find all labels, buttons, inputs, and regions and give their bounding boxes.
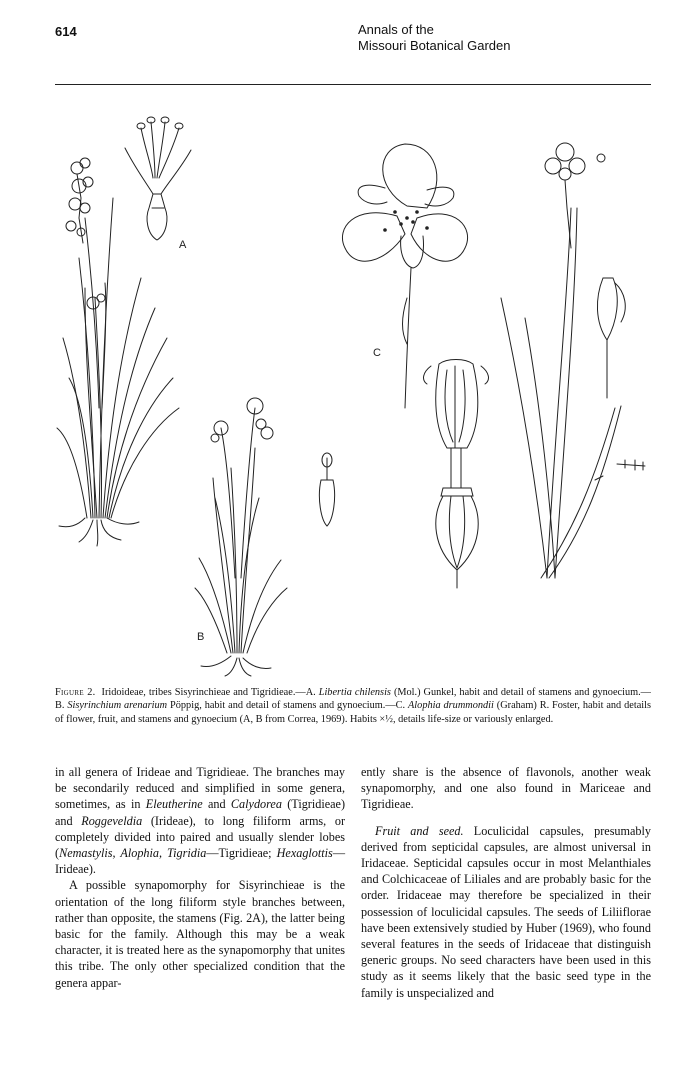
- genus-name: Eleutherine: [145, 797, 203, 812]
- left-paragraph-1: [55, 764, 345, 877]
- text-run: in all genera of Irideae and Tigridieae. The branches may be secondarily reduced and simplified in some genera, sometimes, as in: [55, 765, 345, 812]
- text-run: (Irideae), to long filiform arms, or completely divided into paired and usually slender lobes (: [55, 813, 346, 861]
- right-text-column: [361, 764, 651, 1001]
- alophia-fruit-detail: [436, 488, 478, 588]
- panel-label-c: C: [373, 347, 381, 359]
- panel-label-a: A: [179, 239, 187, 251]
- alophia-flower-drawing: [342, 144, 467, 408]
- right-paragraph-1: ently share is the absence of flavonols, another weak synapomorphy, and one also found in Mariceae and Tigridieae.: [361, 765, 651, 812]
- caption-text-3: Pöppig, habit and detail of stamens and gynoecium.—C.: [170, 700, 406, 712]
- text-run: —Tigridieae;: [206, 846, 272, 861]
- text-run: Loculicidal capsules, presumably derived from septicidal capsules, are almost universal in Iridaceae. Septicidal capsules occur in most Melanthiales and Colchicaceae of Liliales and are probably basic for the order. Iridaceae may therefore be specialized in their possession of loculicidal capsules. The seeds of Liliiflorae have been extensively studied by Huber (1969), who found several features in the seeds of Iridaceae that distinguish generic groups. No seed characters have been used in this study as it seems likely that the basic seed type in the family is unspecialized and: [361, 823, 651, 1000]
- right-paragraph-2: [361, 823, 651, 1001]
- left-paragraph-2: A possible synapomorphy for Sisyrinchieae is the orientation of the long filiform style branches between, rather than opposite, the stamens (Fig. 2A), the latter being basic for the family. Although this may be a weak character, it is treated here as the synapomorphy that unites this tribe. The only other specialized condition that the genera appar-: [55, 878, 345, 990]
- botanical-illustration: [55, 108, 651, 678]
- genus-name: Roggeveldia: [81, 813, 143, 828]
- genus-name: Calydorea: [230, 797, 282, 812]
- section-heading-fruit-and-seed: Fruit and seed.: [375, 823, 464, 838]
- header-rule: [55, 84, 651, 85]
- panel-label-b: B: [197, 631, 205, 643]
- text-run: and: [207, 797, 226, 812]
- genus-name: Nemastylis, Alophia, Tigridia: [59, 846, 207, 861]
- genus-name: Hexaglottis: [276, 846, 333, 861]
- alophia-stamen-detail: [424, 360, 489, 489]
- page-number: 614: [55, 24, 77, 39]
- caption-text-1: Iridoideae, tribes Sisyrinchieae and Tigridieae.—A.: [101, 687, 316, 698]
- caption-text-4: (Graham) R. Foster, habit and details of flower, fruit, and stamens and gynoecium (A, B from Correa, 1969). Habits ×½, details life-size or variously enlarged.: [55, 700, 651, 725]
- journal-title-line-2: Missouri Botanical Garden: [358, 38, 511, 53]
- caption-species-1: Libertia chilensis: [318, 687, 391, 698]
- left-text-column: [55, 764, 345, 991]
- journal-title: [358, 22, 598, 54]
- sisyrinchium-stamen-detail: [319, 453, 334, 526]
- caption-text-2: (Mol.) Gunkel, habit and detail of stamens and gynoecium.—B.: [55, 687, 651, 712]
- caption-species-3: Alophia drummondii: [408, 700, 494, 712]
- caption-species-2: Sisyrinchium arenarium: [67, 700, 168, 712]
- alophia-habit-drawing: [501, 143, 645, 578]
- caption-label: Figure 2.: [55, 687, 96, 698]
- libertia-stamen-detail: [125, 117, 191, 240]
- text-run: —Irideae).: [55, 846, 345, 877]
- text-run: (Tigridieae) and: [55, 797, 346, 828]
- figure-illustration: [55, 108, 651, 678]
- libertia-habit-drawing: [57, 158, 179, 546]
- sisyrinchium-habit-drawing: [195, 398, 287, 676]
- journal-title-line-1: Annals of the: [358, 22, 434, 37]
- figure-caption: [55, 686, 651, 726]
